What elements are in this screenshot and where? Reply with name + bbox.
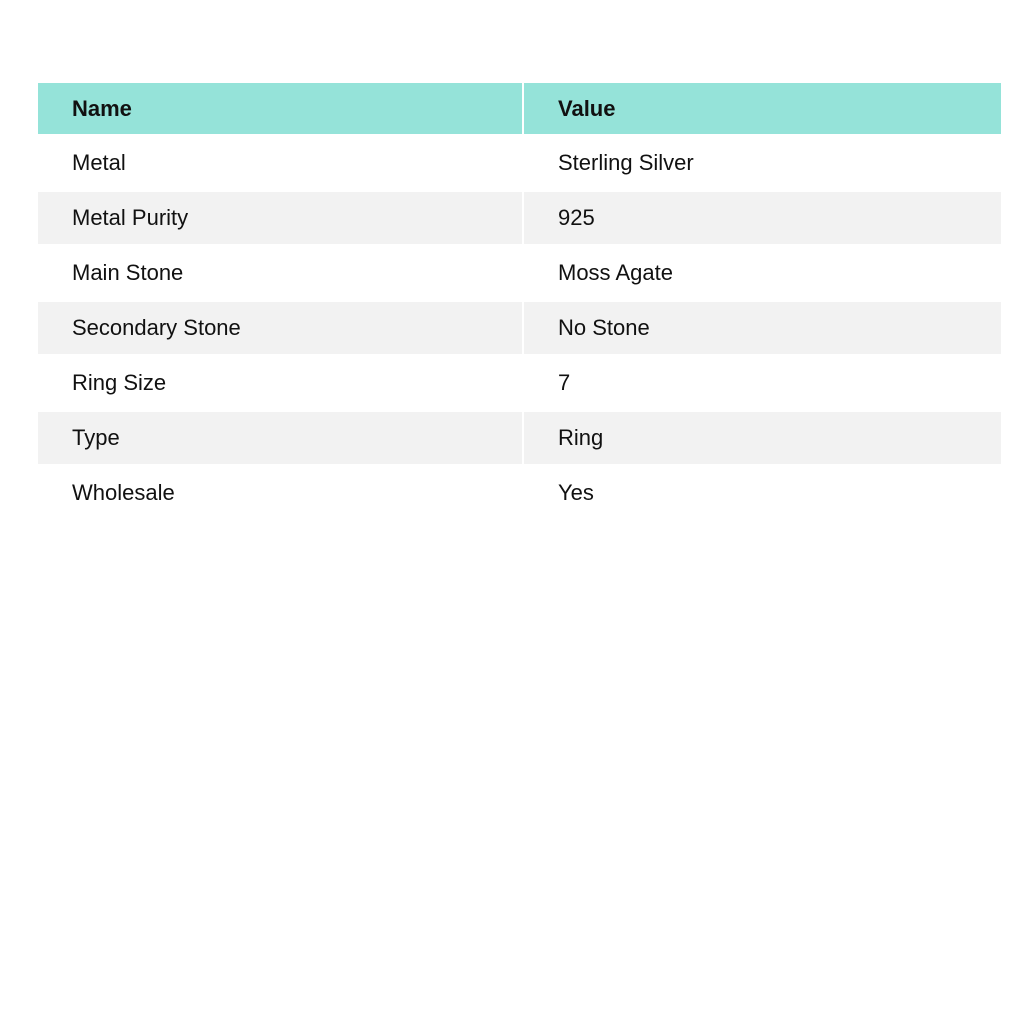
row-value-cell: No Stone	[523, 302, 1001, 354]
row-name-cell: Wholesale	[38, 464, 523, 522]
header-row	[38, 83, 1001, 134]
row-value-cell: Sterling Silver	[558, 150, 694, 175]
table-header	[38, 83, 1001, 134]
column-header-value: Value	[523, 83, 1001, 134]
row-name-cell: Type	[38, 412, 523, 464]
product-spec-table	[38, 83, 1001, 522]
table-body	[38, 134, 1001, 522]
table-row	[38, 354, 1001, 412]
row-value-cell: 925	[523, 192, 1001, 244]
row-name-cell: Metal Purity	[38, 192, 523, 244]
table-row	[38, 464, 1001, 522]
row-name-cell: Ring Size	[38, 354, 523, 412]
row-name-cell: Secondary Stone	[38, 302, 523, 354]
row-value-cell: Yes	[558, 480, 594, 505]
row-name-cell: Main Stone	[38, 244, 523, 302]
table-row	[38, 134, 1001, 192]
table-row	[38, 244, 1001, 302]
row-name-cell: Metal	[38, 134, 523, 192]
row-value-cell: Ring	[523, 412, 1001, 464]
row-value-cell: 7	[558, 370, 571, 395]
table-row	[38, 192, 1001, 244]
table-row	[38, 412, 1001, 464]
row-value-cell: Moss Agate	[558, 260, 673, 285]
table-row	[38, 302, 1001, 354]
column-header-name: Name	[38, 83, 523, 134]
